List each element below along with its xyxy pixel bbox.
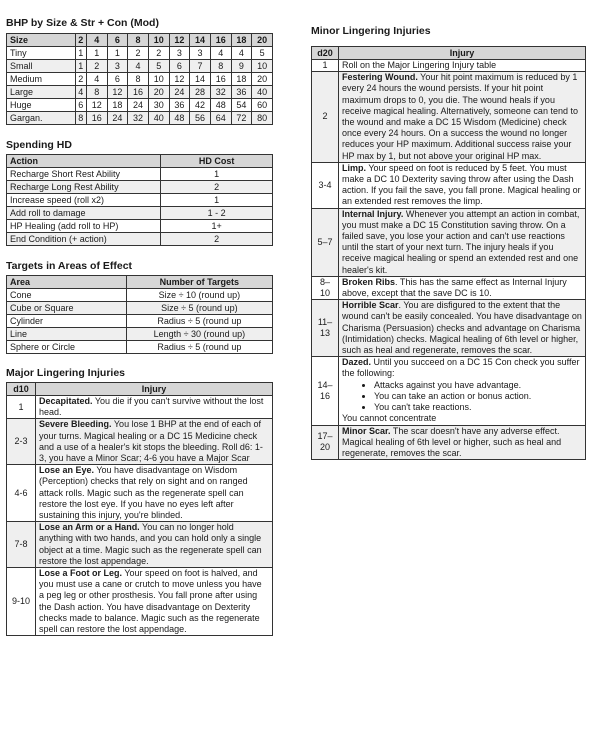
bhp-cell: 4 (210, 47, 231, 60)
bhp-header-cell: 12 (169, 34, 190, 47)
bhp-cell: 24 (128, 99, 149, 112)
targets-row (7, 315, 273, 328)
targets-table (6, 275, 273, 354)
minor-injury-row (312, 276, 586, 299)
bhp-cell: 9 (231, 60, 252, 73)
targets-cell-value: Size ÷ 5 (round up) (126, 302, 272, 315)
injury-roll-value: 2-3 (14, 436, 28, 447)
bhp-cell: 2 (86, 60, 107, 73)
injury-description (339, 72, 586, 163)
injury-description (339, 357, 586, 425)
bhp-cell: Huge (7, 99, 76, 112)
targets-cell-label: Line (7, 328, 127, 341)
minor-table (311, 46, 586, 460)
bhp-cell: 5 (252, 47, 273, 60)
minor-injury-row (312, 162, 586, 208)
injury-roll-value: 5–7 (317, 236, 333, 247)
bhp-cell: 4 (86, 73, 107, 86)
bhp-cell: 3 (169, 47, 190, 60)
bhp-header-cell: 14 (190, 34, 211, 47)
injury-name: Internal Injury. (342, 208, 404, 219)
injury-roll (7, 568, 36, 636)
spending-cell-value: 2 (161, 181, 273, 194)
injury-description (36, 419, 273, 465)
bhp-cell: 4 (128, 60, 149, 73)
injury-description (36, 396, 273, 419)
bhp-cell: 8 (86, 86, 107, 99)
bhp-cell: 3 (190, 47, 211, 60)
bhp-cell: 32 (210, 86, 231, 99)
bhp-cell: 18 (231, 73, 252, 86)
spending-cell-label: HP Healing (add roll to HP) (7, 220, 161, 233)
bhp-cell: 10 (252, 60, 273, 73)
injury-roll (312, 276, 339, 299)
injury-text: Your speed on foot is halved, and you must use a cane or crutch to move unless you have a peg leg or other prosthesis. You fall prone after using the Dash action. You have disadvantage on Dexterity checks made to balance. Magic such as the regenerate spell can restore the lost appendage. (39, 568, 262, 635)
bhp-header-cell: 16 (210, 34, 231, 47)
injury-effect-item: • Attacks against you have advantage. (374, 380, 582, 391)
targets-cell-label: Sphere or Circle (7, 341, 127, 354)
minor-injury-row (312, 357, 586, 425)
injury-name: Decapitated. (39, 396, 93, 406)
spending-header-row (7, 155, 273, 168)
bhp-cell: 72 (231, 112, 252, 125)
injury-roll (312, 72, 339, 163)
injury-description (339, 425, 586, 460)
injury-roll (312, 357, 339, 425)
injury-roll-value: 17–20 (317, 431, 333, 453)
bhp-header-cell: 6 (107, 34, 128, 47)
injury-name: Horrible Scar (342, 300, 399, 311)
bhp-table (6, 33, 273, 125)
injury-text: Until you succeed on a DC 15 Con check you suffer the following: (342, 357, 580, 379)
injury-roll-value: 3-4 (318, 179, 332, 190)
major-header-row (7, 383, 273, 396)
spending-cell-label: Recharge Long Rest Ability (7, 181, 161, 194)
bhp-cell: 18 (107, 99, 128, 112)
injury-roll-value: 4-6 (14, 487, 28, 498)
spending-title: Spending HD (6, 139, 72, 151)
minor-injury-row (312, 72, 586, 163)
injury-text: Whenever you attempt an action in combat, you must make a DC 15 Constitution saving throw. On a failed save, you lose your action and can't use reactions until the start of your next turn. The injury heals if you receive magical healing or spend an extended rest and one healer's kit. (342, 208, 580, 275)
major-header-roll: d10 (7, 383, 36, 396)
injury-text: The scar doesn't have any adverse effect. Magical healing of 6th level or higher, such as heal and regenerate, removes the scar. (342, 425, 562, 458)
injury-roll (312, 425, 339, 460)
spending-row (7, 220, 273, 233)
bhp-cell: Small (7, 60, 76, 73)
spending-cell-value: 1 (161, 194, 273, 207)
bhp-cell: 56 (190, 112, 211, 125)
injury-effect-list (342, 380, 582, 414)
injury-roll-value: 8–10 (319, 276, 330, 299)
injury-effect-item: • You can't take reactions. (374, 402, 582, 413)
bhp-header-cell: 20 (252, 34, 273, 47)
bhp-cell: Medium (7, 73, 76, 86)
injury-name: Severe Bleeding. (39, 419, 112, 430)
injury-name: Lose a Foot or Leg. (39, 568, 123, 579)
bhp-cell: 40 (148, 112, 169, 125)
injury-name: Limp. (342, 162, 366, 173)
bhp-cell: 12 (107, 86, 128, 99)
bhp-cell: 10 (148, 73, 169, 86)
spending-cell-label: Add roll to damage (7, 207, 161, 220)
bhp-cell: 40 (252, 86, 273, 99)
spending-cell-value: 2 (161, 233, 273, 246)
injury-name: Festering Wound. (342, 72, 418, 83)
injury-roll-value: 2 (322, 111, 328, 122)
injury-text: Your speed on foot is reduced by 5 feet. You must make a DC 10 Dexterity saving throw after using the Dash action. If you fail the save, you fall prone. Magical healing or an extended rest removes the limp. (342, 162, 581, 207)
bhp-cell: 30 (148, 99, 169, 112)
bhp-cell: 32 (128, 112, 149, 125)
injury-roll-value: 9-10 (11, 596, 30, 607)
bhp-cell: 16 (86, 112, 107, 125)
major-injury-row (7, 568, 273, 636)
bhp-cell: 1 (107, 47, 128, 60)
bhp-cell: 36 (231, 86, 252, 99)
injury-roll (312, 60, 339, 72)
targets-row (7, 289, 273, 302)
spending-row (7, 181, 273, 194)
right-column (311, 0, 586, 460)
targets-cell-label: Cone (7, 289, 127, 302)
injury-effect-item: • You can take an action or bonus action. (374, 391, 582, 402)
bhp-cell: Gargan. (7, 112, 76, 125)
injury-roll-value: 11–13 (317, 317, 333, 339)
spending-header-action: Action (7, 155, 161, 168)
bhp-cell: 16 (128, 86, 149, 99)
bhp-cell: 16 (210, 73, 231, 86)
spending-table (6, 154, 273, 246)
injury-text-after: You cannot concentrate (342, 413, 437, 424)
bhp-cell: 42 (190, 99, 211, 112)
injury-description (36, 568, 273, 636)
bhp-cell: Tiny (7, 47, 76, 60)
bhp-cell: 36 (169, 99, 190, 112)
minor-injury-row (312, 60, 586, 72)
injury-description (339, 300, 586, 357)
injury-description (339, 60, 586, 72)
bhp-cell: 5 (148, 60, 169, 73)
bhp-header-cell: 8 (128, 34, 149, 47)
bhp-cell: 24 (169, 86, 190, 99)
injury-description (36, 522, 273, 568)
bhp-cell: 2 (148, 47, 169, 60)
spending-row (7, 168, 273, 181)
spending-row (7, 207, 273, 220)
bhp-cell: 60 (252, 99, 273, 112)
bhp-cell: 24 (107, 112, 128, 125)
injury-text: Roll on the Major Lingering Injury table (342, 60, 497, 70)
minor-injury-row (312, 208, 586, 276)
spending-cell-value: 1 (161, 168, 273, 181)
injury-name: Broken Ribs (342, 276, 396, 287)
bhp-cell: 64 (210, 112, 231, 125)
major-injury-row (7, 522, 273, 568)
bhp-header-cell: 18 (231, 34, 252, 47)
major-title: Major Lingering Injuries (6, 367, 126, 379)
targets-row (7, 328, 273, 341)
injury-description (339, 276, 586, 299)
injury-roll (312, 208, 339, 276)
bhp-cell: 7 (190, 60, 211, 73)
injury-text: You can no longer hold anything with two hands, and you can hold only a single object at a time. Magic such as the regenerate spell can restore the lost appendage. (39, 522, 262, 566)
bhp-title: BHP by Size & Str + Con (Mod) (6, 17, 159, 29)
targets-title: Targets in Areas of Effect (6, 260, 133, 272)
injury-description (339, 208, 586, 276)
major-injury-row (7, 465, 273, 522)
bhp-cell: 48 (210, 99, 231, 112)
major-injury-row (7, 419, 273, 465)
bhp-cell: 20 (252, 73, 273, 86)
injury-roll (312, 300, 339, 357)
injury-text: . This has the same effect as Internal Injury above, except that the save DC is 10. (342, 276, 567, 299)
minor-header-row (312, 47, 586, 60)
injury-name: Lose an Arm or a Hand. (39, 522, 140, 533)
minor-injury-row (312, 425, 586, 460)
minor-injury-row (312, 300, 586, 357)
spending-row (7, 233, 273, 246)
bhp-row (7, 47, 273, 60)
spending-cell-value: 1 - 2 (161, 207, 273, 220)
bhp-cell: 6 (169, 60, 190, 73)
bhp-cell: 3 (107, 60, 128, 73)
injury-roll (7, 419, 36, 465)
injury-description (36, 465, 273, 522)
injury-roll (7, 465, 36, 522)
bhp-cell: Large (7, 86, 76, 99)
injury-text: Your hit point maximum is reduced by 1 every 24 hours the wound persists. If your hit point maximum drops to 0, you die. The wound heals if you receive magical healing. Alternatively, someone can tend to the wound and make a DC 15 Wisdom (Medicine) check once every 24 hours. On a success the wound no longer reduces your HP maximum. Additional success raise your HP max by 1, but not above your original HP max. (342, 72, 578, 161)
bhp-header-cell: 2 (75, 34, 86, 47)
injury-roll-value: 7-8 (14, 539, 28, 550)
injury-name: Minor Scar. (342, 425, 391, 436)
bhp-header-cell: 4 (86, 34, 107, 47)
spending-cell-label: Recharge Short Rest Ability (7, 168, 161, 181)
bhp-cell: 8 (210, 60, 231, 73)
major-injury-row (7, 396, 273, 419)
targets-header-number: Number of Targets (126, 276, 272, 289)
bhp-header-row (7, 34, 273, 47)
bhp-cell: 54 (231, 99, 252, 112)
targets-header-row (7, 276, 273, 289)
bhp-header-cell: Size (7, 34, 76, 47)
targets-row (7, 341, 273, 354)
bhp-row (7, 73, 273, 86)
bhp-row (7, 60, 273, 73)
targets-cell-label: Cylinder (7, 315, 127, 328)
targets-cell-value: Radius ÷ 5 (round up (126, 315, 272, 328)
spending-cell-label: End Condition (+ action) (7, 233, 161, 246)
bhp-cell: 6 (107, 73, 128, 86)
spending-row (7, 194, 273, 207)
bhp-cell: 8 (128, 73, 149, 86)
bhp-row (7, 86, 273, 99)
injury-roll-value: 1 (18, 401, 24, 412)
bhp-cell: 12 (169, 73, 190, 86)
bhp-cell: 14 (190, 73, 211, 86)
bhp-cell: 1 (86, 47, 107, 60)
targets-cell-value: Radius ÷ 5 (round up (126, 341, 272, 354)
injury-text: You lose 1 BHP at the end of each of your turns. Magical healing or a DC 15 Medicine check and a use of a healer's kit stops the bleeding. Roll d6: 1-3, you have a Minor Scar; 4-6 you have a Major Scar (39, 419, 263, 464)
bhp-cell: 48 (169, 112, 190, 125)
bhp-row (7, 112, 273, 125)
spending-cell-value: 1+ (161, 220, 273, 233)
injury-roll (7, 396, 36, 419)
bhp-cell: 20 (148, 86, 169, 99)
minor-title: Minor Lingering Injuries (311, 25, 431, 37)
injury-text: You have disadvantage on Wisdom (Perception) checks that rely on sight and on ranged attack rolls. Magic such as the regenerate spell can restore the lost eye. If you have no eyes left after sustaining this injury, you're blinded. (39, 465, 248, 521)
injury-name: Dazed. (342, 357, 372, 368)
bhp-cell: 28 (190, 86, 211, 99)
major-header-injury: Injury (36, 383, 273, 396)
targets-header-area: Area (7, 276, 127, 289)
targets-cell-value: Length ÷ 30 (round up) (126, 328, 272, 341)
bhp-cell: 1 (75, 47, 86, 60)
injury-roll-value: 1 (322, 60, 328, 70)
bhp-cell: 8 (75, 112, 86, 125)
bhp-cell: 2 (75, 73, 86, 86)
injury-text: . You are disfigured to the extent that the wound can't be easily concealed. You have disadvantage on Charisma (Persuasion) checks and advantage on Charisma (Intimidation) checks. Magical healing of 6th level or higher, such as heal and regenerate, removes the scar. (342, 300, 582, 356)
bhp-row (7, 99, 273, 112)
bhp-cell: 4 (231, 47, 252, 60)
bhp-cell: 4 (75, 86, 86, 99)
bhp-cell: 80 (252, 112, 273, 125)
targets-cell-value: Size ÷ 10 (round up) (126, 289, 272, 302)
bhp-cell: 12 (86, 99, 107, 112)
bhp-cell: 6 (75, 99, 86, 112)
targets-row (7, 302, 273, 315)
left-column (6, 0, 273, 636)
injury-roll (7, 522, 36, 568)
injury-name: Lose an Eye. (39, 465, 95, 476)
spending-header-cost: HD Cost (161, 155, 273, 168)
spending-cell-label: Increase speed (roll x2) (7, 194, 161, 207)
injury-roll (312, 162, 339, 208)
injury-text: You die if you can't survive without the lost head. (39, 396, 264, 418)
bhp-cell: 2 (128, 47, 149, 60)
minor-header-injury: Injury (339, 47, 586, 60)
injury-description (339, 162, 586, 208)
bhp-header-cell: 10 (148, 34, 169, 47)
minor-header-roll: d20 (312, 47, 339, 60)
major-table (6, 382, 273, 636)
bhp-cell: 1 (75, 60, 86, 73)
targets-cell-label: Cube or Square (7, 302, 127, 315)
injury-roll-value: 14–16 (317, 379, 333, 401)
